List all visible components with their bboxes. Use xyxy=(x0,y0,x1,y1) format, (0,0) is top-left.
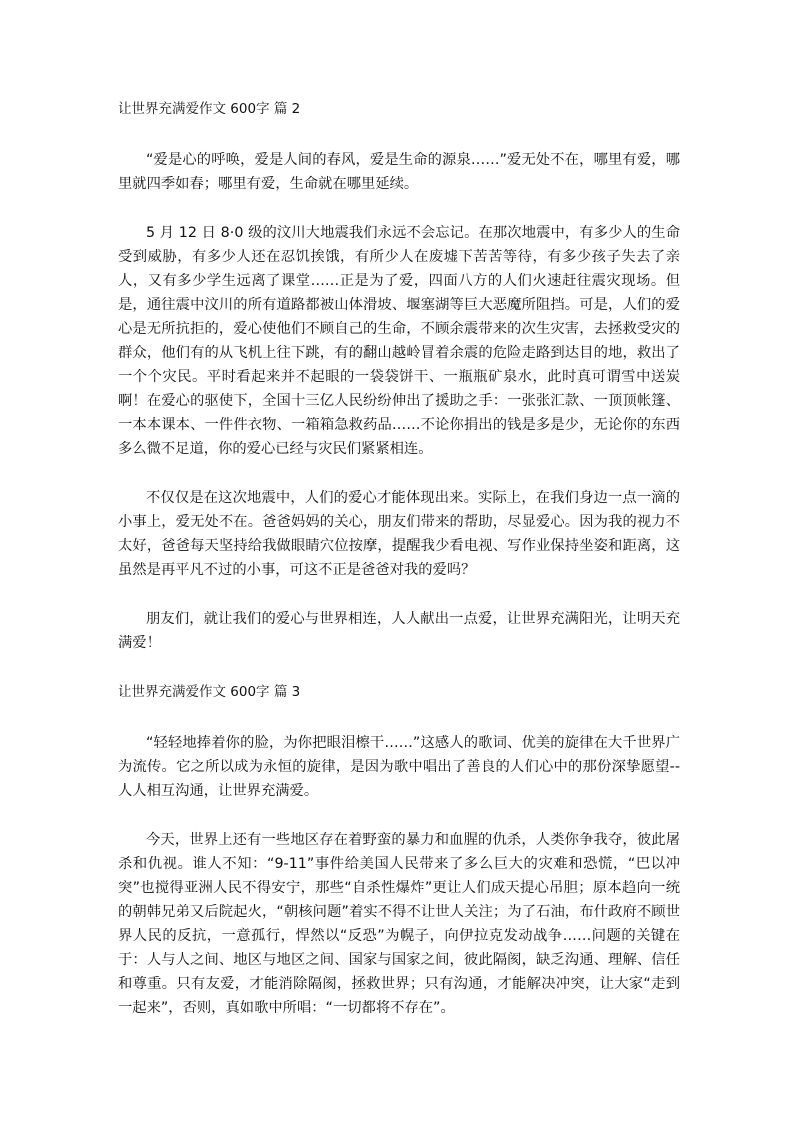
document-page xyxy=(118,97,680,1045)
paragraph: 不仅仅是在这次地震中，人们的爱心才能体现出来。实际上，在我们身边一点一滴的小事上，爱无处不在。爸爸妈妈的关心，朋友们带来的帮助，尽显爱心。因为我的视力不太好，爸爸每天坚持给我做眼睛穴位按摩，提醒我少看电视、写作业保持坐姿和距离，这虽然是再平凡不过的小事，可这不正是爸爸对我的爱吗？ xyxy=(118,490,680,578)
paragraph: 5 月 12 日 8·0 级的汶川大地震我们永远不会忘记。在那次地震中，有多少人的生命受到威胁，有多少人还在忍饥挨饿，有所少人在废墟下苦苦等待，有多少孩子失去了亲人，又有多少学生远离了课堂……正是为了爱，四面八方的人们火速赶往震灾现场。但是，通往震中汶川的所有道路都被山体滑坡、堰塞湖等巨大恶魔所阻挡。可是，人们的爱心是无所抗拒的，爱心使他们不顾自己的生命，不顾余震带来的次生灾害，去拯救受灾的群众，他们有的从飞机上往下跳，有的翻山越岭冒着余震的危险走路到达目的地，救出了一个个灾民。平时看起来并不起眼的一袋袋饼干、一瓶瓶矿泉水，此时真可谓雪中送炭啊！在爱心的驱使下，全国十三亿人民纷纷伸出了援助之手：一张张汇款、一顶顶帐篷、一本本课本、一件件衣物、一箱箱急救药品……不论你捐出的钱是多是少，无论你的东西多么微不足道，你的爱心已经与灾民们紧紧相连。 xyxy=(118,225,680,457)
paragraph: “爱是心的呼唤，爱是人间的春风，爱是生命的源泉……”爱无处不在，哪里有爱，哪里就四季如春；哪里有爱，生命就在哪里延续。 xyxy=(118,152,680,192)
paragraph: 朋友们，就让我们的爱心与世界相连，人人献出一点爱，让世界充满阳光，让明天充满爱！ xyxy=(118,611,680,651)
paragraph: “轻轻地捧着你的脸，为你把眼泪檫干……”这感人的歌词、优美的旋律在大千世界广为流传。它之所以成为永恒的旋律，是因为歌中唱出了善良的人们心中的那份深挚愿望--人人相互沟通，让世界充满爱。 xyxy=(118,735,680,799)
paragraph: 今天，世界上还有一些地区存在着野蛮的暴力和血腥的仇杀，人类你争我夺，彼此屠杀和仇视。谁人不知：“9-11”事件给美国人民带来了多么巨大的灾难和恐慌，“巴以冲突”也搅得亚洲人民不得安宁，那些“自杀性爆炸”更让人们成天提心吊胆；原本趋向一统的朝韩兄弟又后院起火，“朝核问题”着实不得不让世人关注；为了石油，布什政府不顾世界人民的反抗，一意孤行，悍然以“反恐”为幌子，向伊拉克发动战争……问题的关键在于：人与人之间、地区与地区之间、国家与国家之间，彼此隔阂，缺乏沟通、理解、信任和尊重。只有友爱，才能消除隔阂，拯救世界；只有沟通，才能解决冲突，让大家“走到一起来”，否则，真如歌中所唱：“一切都将不存在”。 xyxy=(118,832,680,1016)
section-title: 让世界充满爱作文 600字 篇 2 xyxy=(118,101,301,117)
section-title: 让世界充满爱作文 600字 篇 3 xyxy=(118,684,301,700)
